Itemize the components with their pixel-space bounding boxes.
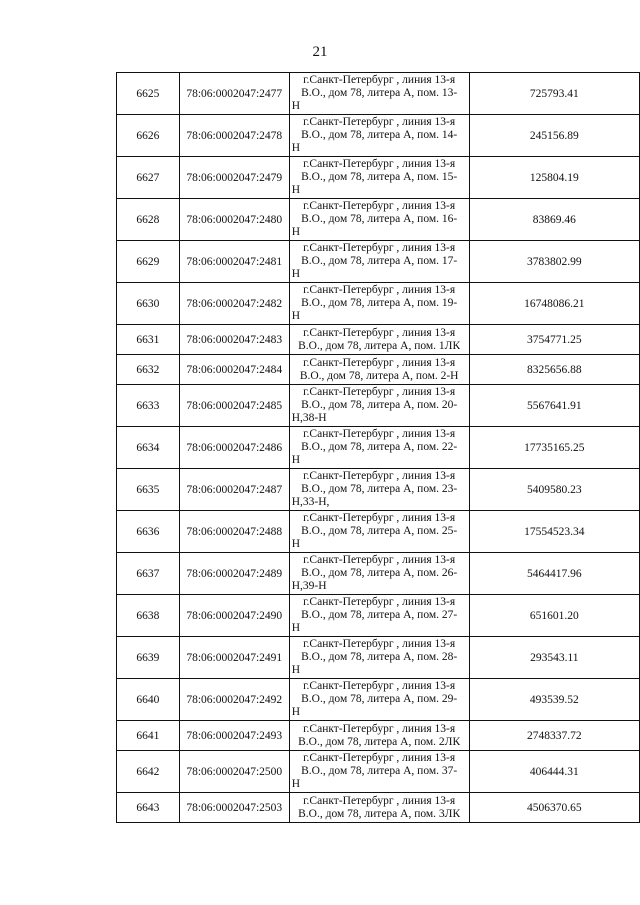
row-number-cell: 6633 xyxy=(117,385,180,427)
address-line-1: г.Санкт-Петербург , линия 13-я xyxy=(303,722,456,735)
row-number-cell: 6628 xyxy=(117,199,180,241)
address-line-1: г.Санкт-Петербург , линия 13-я xyxy=(303,680,456,692)
row-number-cell: 6630 xyxy=(117,283,180,325)
cadastral-value-cell: 8325656.88 xyxy=(469,355,639,385)
address-cell xyxy=(289,199,469,241)
address-cell xyxy=(289,325,469,355)
address-cell xyxy=(289,157,469,199)
address-line-1: г.Санкт-Петербург , линия 13-я xyxy=(303,512,456,524)
address-line-1: г.Санкт-Петербург , линия 13-я xyxy=(303,386,456,398)
address-line-1: г.Санкт-Петербург , линия 13-я xyxy=(303,284,456,296)
address-line-2: В.О., дом 78, литера А, пом. 20- xyxy=(301,399,458,411)
row-number-cell: 6626 xyxy=(117,115,180,157)
row-number-cell: 6640 xyxy=(117,679,180,721)
address-line-3: Н,38-Н xyxy=(291,412,327,424)
address-cell xyxy=(289,595,469,637)
address-line-1: г.Санкт-Петербург , линия 13-я xyxy=(303,596,456,608)
cadastral-number-cell: 78:06:0002047:2490 xyxy=(179,595,289,637)
cadastral-number-cell: 78:06:0002047:2488 xyxy=(179,511,289,553)
cadastral-value-cell: 293543.11 xyxy=(469,637,639,679)
row-number-cell: 6641 xyxy=(117,721,180,751)
table-row xyxy=(117,157,640,199)
address-cell xyxy=(289,115,469,157)
address-line-2: В.О., дом 78, литера А, пом. 37- xyxy=(301,765,458,777)
cadastral-number-cell: 78:06:0002047:2480 xyxy=(179,199,289,241)
address-line-1: г.Санкт-Петербург , линия 13-я xyxy=(303,116,456,128)
table-row xyxy=(117,355,640,385)
address-line-1: г.Санкт-Петербург , линия 13-я xyxy=(303,356,456,369)
row-number-cell: 6639 xyxy=(117,637,180,679)
address-line-3: Н xyxy=(291,664,301,676)
address-cell xyxy=(289,469,469,511)
table-row xyxy=(117,73,640,115)
row-number-cell: 6634 xyxy=(117,427,180,469)
address-line-2: В.О., дом 78, литера А, пом. 29- xyxy=(301,693,458,705)
row-number-cell: 6632 xyxy=(117,355,180,385)
address-line-2: В.О., дом 78, литера А, пом. 3ЛК xyxy=(298,807,461,820)
address-line-1: г.Санкт-Петербург , линия 13-я xyxy=(303,428,456,440)
cadastral-number-cell: 78:06:0002047:2485 xyxy=(179,385,289,427)
table-row xyxy=(117,325,640,355)
address-line-1: г.Санкт-Петербург , линия 13-я xyxy=(303,638,456,650)
row-number-cell: 6643 xyxy=(117,793,180,823)
cadastral-number-cell: 78:06:0002047:2493 xyxy=(179,721,289,751)
cadastral-value-cell: 5567641.91 xyxy=(469,385,639,427)
cadastral-value-cell: 245156.89 xyxy=(469,115,639,157)
row-number-cell: 6642 xyxy=(117,751,180,793)
row-number-cell: 6635 xyxy=(117,469,180,511)
address-line-3: Н,33-Н, xyxy=(291,496,330,508)
address-cell xyxy=(289,427,469,469)
registry-table-body xyxy=(117,73,640,823)
cadastral-value-cell: 3783802.99 xyxy=(469,241,639,283)
address-line-2: В.О., дом 78, литера А, пом. 17- xyxy=(301,255,458,267)
address-cell xyxy=(289,751,469,793)
table-row xyxy=(117,595,640,637)
address-line-2: В.О., дом 78, литера А, пом. 2-Н xyxy=(299,369,459,382)
cadastral-value-cell: 725793.41 xyxy=(469,73,639,115)
address-line-3: Н xyxy=(291,454,301,466)
address-line-1: г.Санкт-Петербург , линия 13-я xyxy=(303,74,456,86)
cadastral-value-cell: 17735165.25 xyxy=(469,427,639,469)
address-line-1: г.Санкт-Петербург , линия 13-я xyxy=(303,200,456,212)
cadastral-value-cell: 16748086.21 xyxy=(469,283,639,325)
address-line-2: В.О., дом 78, литера А, пом. 27- xyxy=(301,609,458,621)
address-line-2: В.О., дом 78, литера А, пом. 26- xyxy=(301,567,458,579)
address-cell xyxy=(289,73,469,115)
address-line-3: Н xyxy=(291,226,301,238)
address-cell xyxy=(289,283,469,325)
cadastral-value-cell: 125804.19 xyxy=(469,157,639,199)
cadastral-value-cell: 406444.31 xyxy=(469,751,639,793)
address-line-3: Н xyxy=(291,142,301,154)
table-row xyxy=(117,115,640,157)
cadastral-value-cell: 2748337.72 xyxy=(469,721,639,751)
address-line-3: Н xyxy=(291,184,301,196)
table-row xyxy=(117,511,640,553)
address-line-2: В.О., дом 78, литера А, пом. 15- xyxy=(301,171,458,183)
row-number-cell: 6636 xyxy=(117,511,180,553)
address-line-2: В.О., дом 78, литера А, пом. 13- xyxy=(301,87,458,99)
address-line-3: Н xyxy=(291,538,301,550)
cadastral-value-cell: 4506370.65 xyxy=(469,793,639,823)
address-line-2: В.О., дом 78, литера А, пом. 23- xyxy=(301,483,458,495)
address-line-3: Н xyxy=(291,622,301,634)
cadastral-value-cell: 83869.46 xyxy=(469,199,639,241)
address-cell xyxy=(289,385,469,427)
cadastral-number-cell: 78:06:0002047:2489 xyxy=(179,553,289,595)
address-cell xyxy=(289,721,469,751)
address-cell xyxy=(289,679,469,721)
address-line-3: Н xyxy=(291,100,301,112)
address-line-2: В.О., дом 78, литера А, пом. 22- xyxy=(301,441,458,453)
address-line-1: г.Санкт-Петербург , линия 13-я xyxy=(303,470,456,482)
cadastral-number-cell: 78:06:0002047:2477 xyxy=(179,73,289,115)
address-line-3: Н xyxy=(291,268,301,280)
cadastral-number-cell: 78:06:0002047:2481 xyxy=(179,241,289,283)
cadastral-number-cell: 78:06:0002047:2479 xyxy=(179,157,289,199)
address-cell xyxy=(289,637,469,679)
address-cell xyxy=(289,793,469,823)
cadastral-number-cell: 78:06:0002047:2478 xyxy=(179,115,289,157)
cadastral-value-cell: 493539.52 xyxy=(469,679,639,721)
row-number-cell: 6629 xyxy=(117,241,180,283)
cadastral-number-cell: 78:06:0002047:2500 xyxy=(179,751,289,793)
address-line-1: г.Санкт-Петербург , линия 13-я xyxy=(303,794,456,807)
address-line-2: В.О., дом 78, литера А, пом. 25- xyxy=(301,525,458,537)
address-line-2: В.О., дом 78, литера А, пом. 19- xyxy=(301,297,458,309)
row-number-cell: 6627 xyxy=(117,157,180,199)
address-line-1: г.Санкт-Петербург , линия 13-я xyxy=(303,326,456,339)
cadastral-number-cell: 78:06:0002047:2503 xyxy=(179,793,289,823)
table-row xyxy=(117,751,640,793)
table-row xyxy=(117,637,640,679)
row-number-cell: 6625 xyxy=(117,73,180,115)
cadastral-number-cell: 78:06:0002047:2491 xyxy=(179,637,289,679)
address-line-3: Н,39-Н xyxy=(291,580,327,592)
cadastral-number-cell: 78:06:0002047:2482 xyxy=(179,283,289,325)
address-line-2: В.О., дом 78, литера А, пом. 28- xyxy=(301,651,458,663)
address-line-2: В.О., дом 78, литера А, пом. 16- xyxy=(301,213,458,225)
address-line-2: В.О., дом 78, литера А, пом. 14- xyxy=(301,129,458,141)
address-line-1: г.Санкт-Петербург , линия 13-я xyxy=(303,554,456,566)
cadastral-value-cell: 5464417.96 xyxy=(469,553,639,595)
table-row xyxy=(117,283,640,325)
address-cell xyxy=(289,553,469,595)
table-row xyxy=(117,679,640,721)
registry-table xyxy=(116,72,640,823)
row-number-cell: 6637 xyxy=(117,553,180,595)
cadastral-value-cell: 17554523.34 xyxy=(469,511,639,553)
cadastral-number-cell: 78:06:0002047:2487 xyxy=(179,469,289,511)
table-row xyxy=(117,199,640,241)
table-row xyxy=(117,385,640,427)
address-cell xyxy=(289,241,469,283)
address-line-1: г.Санкт-Петербург , линия 13-я xyxy=(303,242,456,254)
address-cell xyxy=(289,355,469,385)
cadastral-number-cell: 78:06:0002047:2486 xyxy=(179,427,289,469)
address-line-3: Н xyxy=(291,778,301,790)
table-row xyxy=(117,721,640,751)
table-row xyxy=(117,241,640,283)
row-number-cell: 6638 xyxy=(117,595,180,637)
address-line-3: Н xyxy=(291,310,301,322)
page-number: 21 xyxy=(312,44,328,60)
address-line-3: Н xyxy=(291,706,301,718)
table-row xyxy=(117,553,640,595)
row-number-cell: 6631 xyxy=(117,325,180,355)
cadastral-value-cell: 651601.20 xyxy=(469,595,639,637)
cadastral-value-cell: 5409580.23 xyxy=(469,469,639,511)
address-line-2: В.О., дом 78, литера А, пом. 1ЛК xyxy=(298,339,461,352)
cadastral-number-cell: 78:06:0002047:2483 xyxy=(179,325,289,355)
table-row xyxy=(117,793,640,823)
table-row xyxy=(117,469,640,511)
cadastral-number-cell: 78:06:0002047:2492 xyxy=(179,679,289,721)
address-line-2: В.О., дом 78, литера А, пом. 2ЛК xyxy=(298,735,461,748)
cadastral-number-cell: 78:06:0002047:2484 xyxy=(179,355,289,385)
address-line-1: г.Санкт-Петербург , линия 13-я xyxy=(303,752,456,764)
address-line-1: г.Санкт-Петербург , линия 13-я xyxy=(303,158,456,170)
address-cell xyxy=(289,511,469,553)
table-row xyxy=(117,427,640,469)
cadastral-value-cell: 3754771.25 xyxy=(469,325,639,355)
